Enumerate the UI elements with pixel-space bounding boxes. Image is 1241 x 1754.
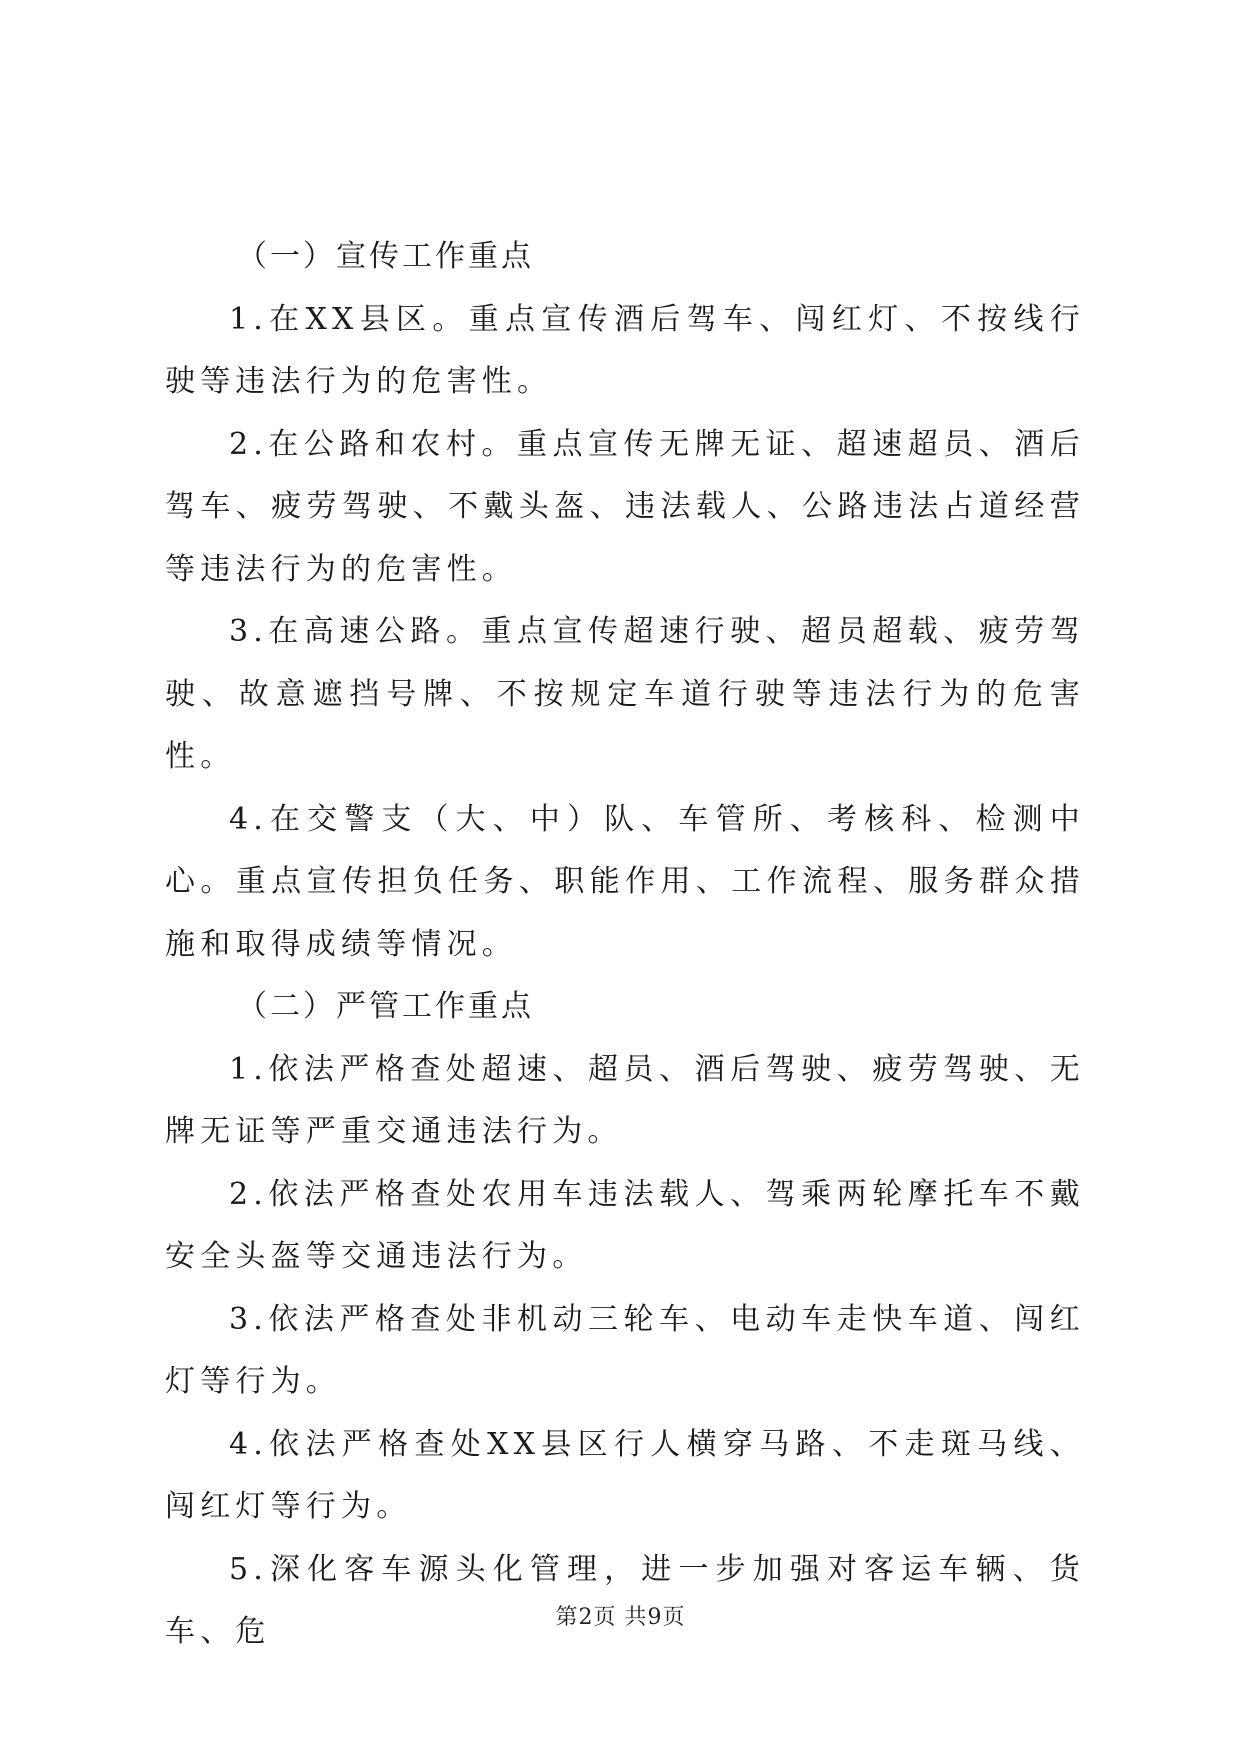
section-heading-publicity: （一）宣传工作重点 (237, 239, 534, 274)
document-body (165, 226, 1085, 1664)
paragraph-enforcement-2: 2.依法严格查处农用车违法载人、驾乘两轮摩托车不戴安全头盔等交通违法行为。 (165, 1176, 1085, 1274)
page-number-footer: 第2页 共9页 (555, 1605, 686, 1630)
paragraph-publicity-1: 1.在XX县区。重点宣传酒后驾车、闯红灯、不按线行驶等违法行为的危害性。 (165, 301, 1085, 399)
paragraph-publicity-2: 2.在公路和农村。重点宣传无牌无证、超速超员、酒后驾车、疲劳驾驶、不戴头盔、违法载人、公路违法占道经营等违法行为的危害性。 (165, 426, 1085, 587)
paragraph-enforcement-1: 1.依法严格查处超速、超员、酒后驾驶、疲劳驾驶、无牌无证等严重交通违法行为。 (165, 1051, 1085, 1149)
paragraph-publicity-3: 3.在高速公路。重点宣传超速行驶、超员超载、疲劳驾驶、故意遮挡号牌、不按规定车道行驶等违法行为的危害性。 (165, 614, 1085, 774)
paragraph-enforcement-4: 4.依法严格查处XX县区行人横穿马路、不走斑马线、闯红灯等行为。 (165, 1426, 1085, 1524)
paragraph-enforcement-3: 3.依法严格查处非机动三轮车、电动车走快车道、闯红灯等行为。 (165, 1301, 1085, 1399)
section-heading-enforcement: （二）严管工作重点 (237, 989, 534, 1024)
paragraph-enforcement-5: 5.深化客车源头化管理，进一步加强对客运车辆、货车、危 (165, 1551, 1085, 1649)
paragraph-publicity-4: 4.在交警支（大、中）队、车管所、考核科、检测中心。重点宣传担负任务、职能作用、工作流程、服务群众措施和取得成绩等情况。 (165, 801, 1085, 962)
